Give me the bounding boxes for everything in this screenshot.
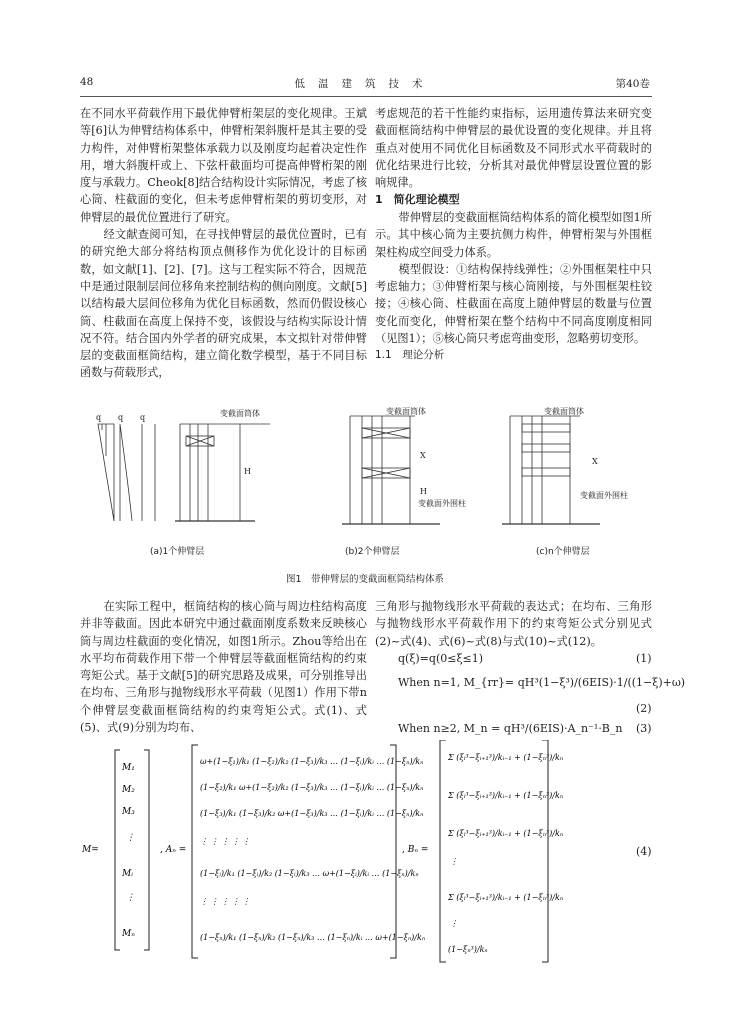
svg-text:⋮ ⋮ ⋮: ⋮ ⋮ ⋮ ⋮ ⋮ bbox=[200, 837, 251, 846]
svg-text:M₁: M₁ bbox=[122, 763, 135, 773]
svg-text:(1−ξ₃)/k₁ (1−ξ₃)/k₂ ω+(1−ξ₃): (1−ξ₃)/k₁ (1−ξ₃)/k₂ ω+(1−ξ₃)/k₃ … (1−ξᵢ)/kᵢ … (1−ξₙ)/kₙ bbox=[200, 809, 424, 818]
paragraph: 经文献查阅可知，在寻找伸臂层的最优位置时，已有的研究绝大部分将结构顶点侧移作为优化设计的目标函数，如文献[1]、[2]、[7]。这与工程实际不符合，因规范中是通过限制层间位移角来控制结构的侧向刚度。文献[5]以结构最大层间位移角为优化目标函数，然而仍假设核心筒、柱截面在高度上保持不变，该假设与结构实际设计情况不符。结合国内外学者的研究成果，本文拟针对带伸臂层的变截面框筒结构，建立简化数学模型，基于不同目标函数与荷载形式， bbox=[80, 228, 367, 380]
figure-b-labels bbox=[386, 406, 466, 508]
svg-text:Σ (ξᵢ³−ξᵢ₊₁³)/kᵢ₋₁ + (1−ξₙ³)/k: Σ (ξᵢ³−ξᵢ₊₁³)/kᵢ₋₁ + (1−ξₙ³)/kₙ bbox=[448, 791, 564, 800]
svg-text:Mₙ: Mₙ bbox=[122, 929, 135, 939]
right-column-bottom bbox=[375, 598, 652, 650]
equation-2: When n=1, M_{rr}= qH³(1−ξ³)/(6EIS)·1/((1−ξ)+ω) bbox=[398, 676, 686, 689]
equation-3: When n≥2, M_n = qH³/(6EIS)·A_n⁻¹·B_n bbox=[398, 722, 623, 735]
svg-text:M=: M= bbox=[82, 845, 99, 855]
subcaption-a: (a)1个伸臂层 bbox=[150, 547, 205, 557]
structure-figure bbox=[80, 406, 660, 541]
svg-text:Σ (ξᵢ³−ξᵢ₊₁³)/kᵢ₋₁ + (1−ξₙ³)/k: Σ (ξᵢ³−ξᵢ₊₁³)/kᵢ₋₁ + (1−ξₙ³)/kₙ bbox=[448, 753, 564, 762]
equation-1: q(ξ)=q(0≤ξ≤1) bbox=[398, 652, 484, 665]
svg-text:⋮ ⋮ ⋮: ⋮ ⋮ ⋮ ⋮ ⋮ bbox=[200, 897, 251, 906]
svg-text:, Bₙ =: , Bₙ = bbox=[402, 845, 429, 855]
paragraph: 三角形与抛物线形水平荷载的表达式；在均布、三角形与抛物线形水平荷载作用下的约束弯矩公式分别见式(2)~式(4)、式(6)~式(8)与式(10)~式(12)。 bbox=[375, 600, 652, 648]
label-var-tube: 变截面筒体 bbox=[220, 409, 260, 418]
label-X: X bbox=[420, 451, 426, 460]
journal-title: 低温建筑技术 bbox=[294, 78, 436, 90]
svg-text:, Aₙ =: , Aₙ = bbox=[160, 845, 187, 855]
svg-text:Σ (ξᵢ³−ξᵢ₊₁³)/kᵢ₋₁ + (1−ξₙ³)/k: Σ (ξᵢ³−ξᵢ₊₁³)/kᵢ₋₁ + (1−ξₙ³)/kₙ bbox=[448, 829, 564, 838]
label-var-tube: 变截面筒体 bbox=[386, 407, 426, 416]
volume-label: 第40卷 bbox=[615, 78, 650, 90]
equation-number: (2) bbox=[636, 702, 652, 715]
equation-number: (3) bbox=[636, 722, 652, 735]
equation-4-matrices bbox=[80, 740, 660, 965]
svg-text:Σ (ξᵢ³−ξᵢ₊₁³)/kᵢ₋₁ + (1−ξₙ³)/k: Σ (ξᵢ³−ξᵢ₊₁³)/kᵢ₋₁ + (1−ξₙ³)/kₙ bbox=[448, 893, 564, 902]
label-X: X bbox=[592, 457, 598, 466]
svg-text:M₃: M₃ bbox=[122, 807, 135, 817]
subcaption-c: (c)n个伸臂层 bbox=[536, 547, 590, 557]
label-q: q bbox=[118, 413, 124, 422]
header-rule bbox=[80, 96, 652, 97]
label-var-col: 变截面外围柱 bbox=[418, 499, 466, 508]
paragraph: 模型假设：①结构保持线弹性；②外围框架柱中只考虑轴力；③伸臂桁架与核心筒刚接，与外围框架柱铰接；④核心筒、柱截面在高度上随伸臂层的数量与位置变化而变化，伸臂桁架在整个结构中不同高度刚度相同（见图1）；⑤核心筒只考虑弯曲变形，忽略剪切变形。 bbox=[375, 262, 652, 346]
section-heading: 1 简化理论模型 bbox=[375, 193, 460, 207]
label-q: q bbox=[96, 413, 102, 422]
svg-text:ω+(1−ξ₁)/k₁ (1−ξ₂)/k₂ (1−ξ₃): ω+(1−ξ₁)/k₁ (1−ξ₂)/k₂ (1−ξ₃)/k₃ … (1−ξᵢ)/kᵢ … (1−ξₙ)/kₙ bbox=[200, 757, 424, 766]
paragraph: 考虑规范的若干性能约束指标，运用遗传算法来研究变截面框筒结构中伸臂层的最优设置的变化规律。并且将重点对使用不同优化目标函数及不同形式水平荷载时的优化结果进行比较，分析其对最优伸臂层设置位置的影响规律。 bbox=[375, 107, 652, 190]
svg-text:⋮: ⋮ bbox=[450, 857, 458, 866]
svg-text:Mᵢ: Mᵢ bbox=[122, 869, 134, 879]
left-column-top bbox=[80, 105, 367, 382]
svg-text:(1−ξᵢ)/k₁ (1−ξᵢ)/k₂ (1−ξᵢ)/k: (1−ξᵢ)/k₁ (1−ξᵢ)/k₂ (1−ξᵢ)/k₃ … ω+(1−ξᵢ)/kᵢ … (1−ξₙ)/kₙ bbox=[200, 869, 419, 878]
subcaption-b: (b)2个伸臂层 bbox=[345, 547, 400, 557]
left-column-bottom bbox=[80, 598, 367, 736]
equation-number: (4) bbox=[636, 845, 652, 858]
svg-text:⋮: ⋮ bbox=[450, 919, 458, 928]
page-number: 48 bbox=[80, 76, 94, 88]
label-var-col: 变截面外围柱 bbox=[580, 491, 628, 500]
subsection-heading: 1.1 理论分析 bbox=[375, 349, 445, 362]
right-column-top bbox=[375, 105, 652, 365]
paragraph: 在实际工程中，框筒结构的核心筒与周边柱结构高度并非等截面。因此本研究中通过截面刚度系数来反映核心筒与周边柱截面的变化情况，如图1所示。Zhou等给出在水平均布荷载作用下带一个伸臂层等截面框筒结构的约束弯矩公式。基于文献[5]的研究思路及成果，可分别推导出在均布、三角形与抛物线形水平荷载（见图1）作用下带n个伸臂层变截面框筒结构的约束弯矩公式。式(1)、式(5)、式(9)分别为均布、 bbox=[80, 600, 367, 735]
svg-text:⋮: ⋮ bbox=[126, 833, 135, 843]
figure-c bbox=[502, 416, 600, 524]
label-H: H bbox=[244, 467, 251, 476]
page-header bbox=[80, 76, 650, 92]
figure-a-labels bbox=[96, 408, 260, 476]
figure-caption: 图1 带伸臂层的变截面框筒结构体系 bbox=[285, 574, 445, 585]
svg-text:M₂: M₂ bbox=[122, 785, 135, 795]
label-H: H bbox=[420, 487, 427, 496]
label-var-tube: 变截面筒体 bbox=[544, 407, 584, 416]
svg-text:(1−ξₙ³)/kₙ: (1−ξₙ³)/kₙ bbox=[448, 945, 488, 954]
paragraph: 带伸臂层的变截面框筒结构体系的简化模型如图1所示。其中核心筒为主要抗侧力构件，伸臂桁架与外围框架柱构成空间受力体系。 bbox=[375, 210, 652, 259]
svg-text:(1−ξₙ)/k₁ (1−ξₙ)/k₂ (1−ξₙ)/k: (1−ξₙ)/k₁ (1−ξₙ)/k₂ (1−ξₙ)/k₃ … (1−ξₙ)/kᵢ … ω+(1−ξₙ)/kₙ bbox=[200, 933, 426, 942]
paragraph: 在不同水平荷载作用下最优伸臂桁架层的变化规律。王斌等[6]认为伸臂结构体系中，伸臂桁架斜腹杆是其主要的受力构件，对伸臂桁架整体承载力以及刚度均起着决定性作用，增大斜腹杆或上、下弦杆截面均可提高伸臂桁架的刚度与承载力。Cheok[8]结合结构设计实际情况，考虑了核心筒、柱截面的变化，但未考虑伸臂桁架的剪切变形，对伸臂层的最优位置进行了研究。 bbox=[80, 107, 367, 224]
svg-text:⋮: ⋮ bbox=[126, 893, 135, 903]
label-q: q bbox=[140, 413, 146, 422]
svg-text:(1−ξ₂)/k₁ ω+(1−ξ₂)/k₂ (1−ξ₃): (1−ξ₂)/k₁ ω+(1−ξ₂)/k₂ (1−ξ₃)/k₃ … (1−ξᵢ)/kᵢ … (1−ξₙ)/kₙ bbox=[200, 783, 424, 792]
figure-c-labels bbox=[544, 406, 628, 500]
equation-number: (1) bbox=[636, 652, 652, 665]
